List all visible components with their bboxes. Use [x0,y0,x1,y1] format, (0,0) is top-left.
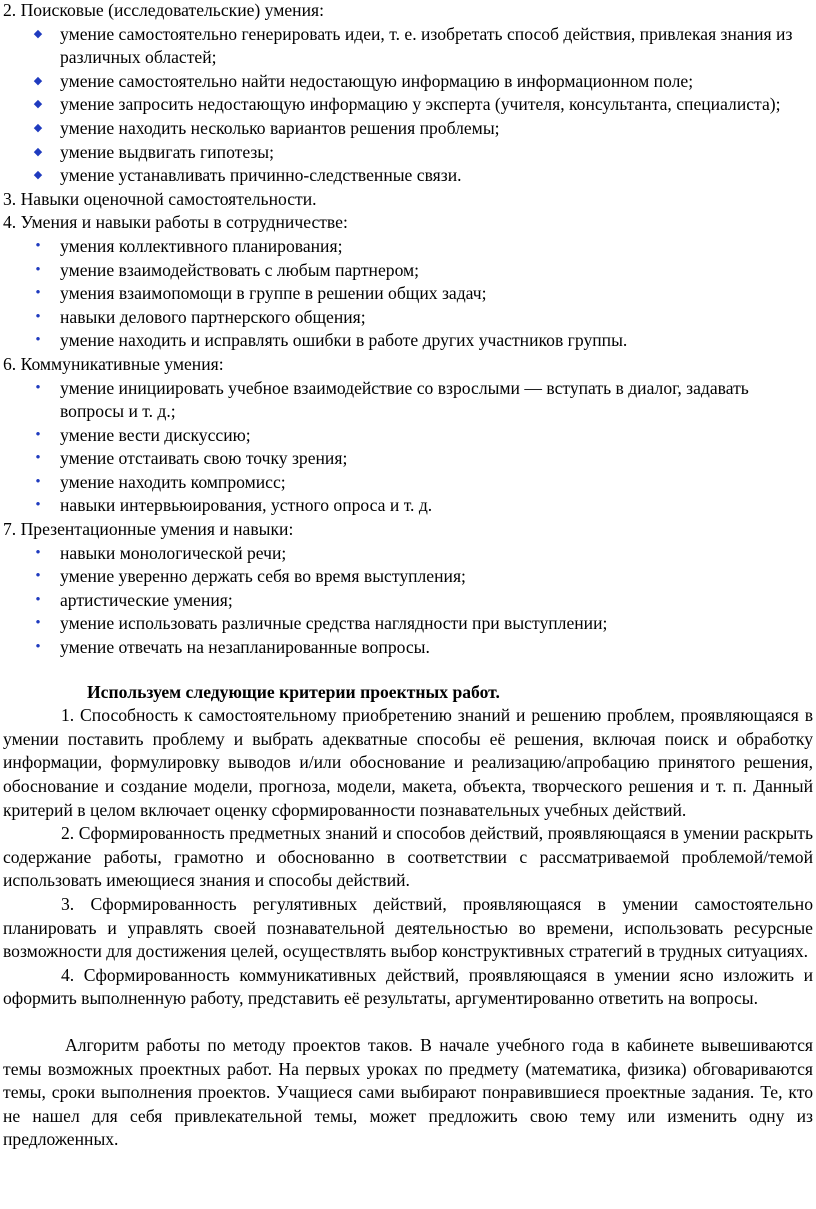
section-heading: 7. Презентационные умения и навыки: [3,519,294,540]
list-item [0,565,816,589]
criteria-title: Используем следующие критерии проектных работ. [87,681,500,702]
diamond-bullet-icon: ◆ [33,74,43,87]
list-item [0,329,816,353]
diamond-bullet-icon: ◆ [33,98,43,111]
list-item-text: умение устанавливать причинно-следственные связи. [60,165,462,186]
dot-bullet-icon: • [35,332,41,349]
list-item [0,282,816,306]
dot-bullet-icon: • [35,639,41,656]
list-item-text: умение находить несколько вариантов решения проблемы; [60,117,500,138]
list-item [0,23,816,70]
dot-bullet-icon: • [35,473,41,490]
diamond-bullet-icon: ◆ [33,27,43,40]
list-item-text: умение самостоятельно генерировать идеи, т. е. изобретать способ действия, привлекая знания из различных областей; [60,23,793,68]
list-item [0,70,816,94]
diamond-bullet-icon: ◆ [33,169,43,182]
section-heading: 2. Поисковые (исследовательские) умения: [3,0,324,20]
criterion-paragraph: 3. Сформированность регулятивных действий, проявляющаяся в умении самостоятельно планировать и управлять своей познавательной деятельностью во времени, использовать ресурсные возможности для достижения целей, осуществлять выбор конструктивных стратегий в трудных ситуациях. [3,893,813,962]
list-item-text: умение инициировать учебное взаимодействие со взрослыми — вступать в диалог, задавать вопросы и т. д.; [60,377,749,422]
dot-bullet-icon: • [35,379,41,396]
dot-bullet-icon: • [35,237,41,254]
list-item [0,424,816,448]
list-item [0,141,816,165]
list-item [0,636,816,660]
list-item-text: навыки интервьюирования, устного опроса и т. д. [60,495,433,516]
list-item-text: умение вести дискуссию; [60,424,251,445]
list-item-text: артистические умения; [60,589,233,610]
list-item [0,117,816,141]
list-item [0,235,816,259]
list-item [0,471,816,495]
list-item [0,164,816,188]
list-item-text: умения взаимопомощи в группе в решении общих задач; [60,283,487,304]
list-item-text: умение отстаивать свою точку зрения; [60,448,348,469]
dot-bullet-icon: • [35,591,41,608]
list-item-text: умение выдвигать гипотезы; [60,141,275,162]
list-item-text: умение использовать различные средства наглядности при выступлении; [60,613,608,634]
list-item-text: умение взаимодействовать с любым партнером; [60,259,420,280]
criterion-paragraph: 4. Сформированность коммуникативных действий, проявляющаяся в умении ясно изложить и оформить выполненную работу, представить её результаты, аргументированно ответить на вопросы. [3,964,813,1009]
criterion-paragraph: 1. Способность к самостоятельному приобретению знаний и решению проблем, проявляющаяся в умении поставить проблему и выбрать адекватные способы её решения, включая поиск и обработку информации, формулировку выводов и/или обоснование и реализацию/апробацию принятого решения, обоснование и создание модели, прогноза, модели, макета, объекта, творческого решения и т. п. Данный критерий в целом включает оценку сформированности познавательных учебных действий. [3,705,813,820]
bullet-list [0,542,816,660]
dot-bullet-icon: • [35,308,41,325]
list-item-text: умение запросить недостающую информацию у эксперта (учителя, консультанта, специалиста); [60,94,781,115]
list-item [0,377,816,424]
list-item [0,612,816,636]
bullet-list [0,23,816,188]
diamond-bullet-icon: ◆ [33,145,43,158]
section-heading: 4. Умения и навыки работы в сотрудничестве: [3,212,348,233]
list-item [0,306,816,330]
list-item-text: умения коллективного планирования; [60,235,343,256]
list-item [0,447,816,471]
bullet-list [0,235,816,353]
list-item-text: умение самостоятельно найти недостающую информацию в информационном поле; [60,70,694,91]
list-item-text: умение находить компромисс; [60,471,286,492]
criterion-paragraph: 2. Сформированность предметных знаний и способов действий, проявляющаяся в умении раскрыть содержание работы, грамотно и обоснованно в соответствии с рассматриваемой проблемой/темой использовать имеющиеся знания и способы действий. [3,823,813,891]
criteria-list [0,704,816,1011]
list-item [0,259,816,283]
list-item-text: навыки делового партнерского общения; [60,306,366,327]
list-item [0,93,816,117]
list-item-text: навыки монологической речи; [60,542,287,563]
section-heading: 6. Коммуникативные умения: [3,353,224,374]
dot-bullet-icon: • [35,426,41,443]
section-heading: 3. Навыки оценочной самостоятельности. [3,188,317,209]
algorithm-paragraph: Алгоритм работы по методу проектов таков. В начале учебного года в кабинете вывешиваются темы возможных проектных работ. На первых уроках по предмету (математика, физика) обговариваются темы, сроки выполнения проектов. Учащиеся сами выбирают понравившиеся проектные задания. Те, кто не нашел для себя привлекательной темы, может предложить свою тему или изменить одну из предложенных. [3,1034,813,1150]
dot-bullet-icon: • [35,497,41,514]
list-item [0,542,816,566]
list-item [0,494,816,518]
bullet-list [0,377,816,519]
list-item-text: умение отвечать на незапланированные вопросы. [60,637,430,658]
list-item-text: умение находить и исправлять ошибки в работе других участников группы. [60,330,628,351]
list-item-text: умение уверенно держать себя во время выступления; [60,566,466,587]
list-item [0,589,816,613]
dot-bullet-icon: • [35,615,41,632]
dot-bullet-icon: • [35,285,41,302]
diamond-bullet-icon: ◆ [33,121,43,134]
dot-bullet-icon: • [35,450,41,467]
dot-bullet-icon: • [35,568,41,585]
dot-bullet-icon: • [35,261,41,278]
dot-bullet-icon: • [35,544,41,561]
